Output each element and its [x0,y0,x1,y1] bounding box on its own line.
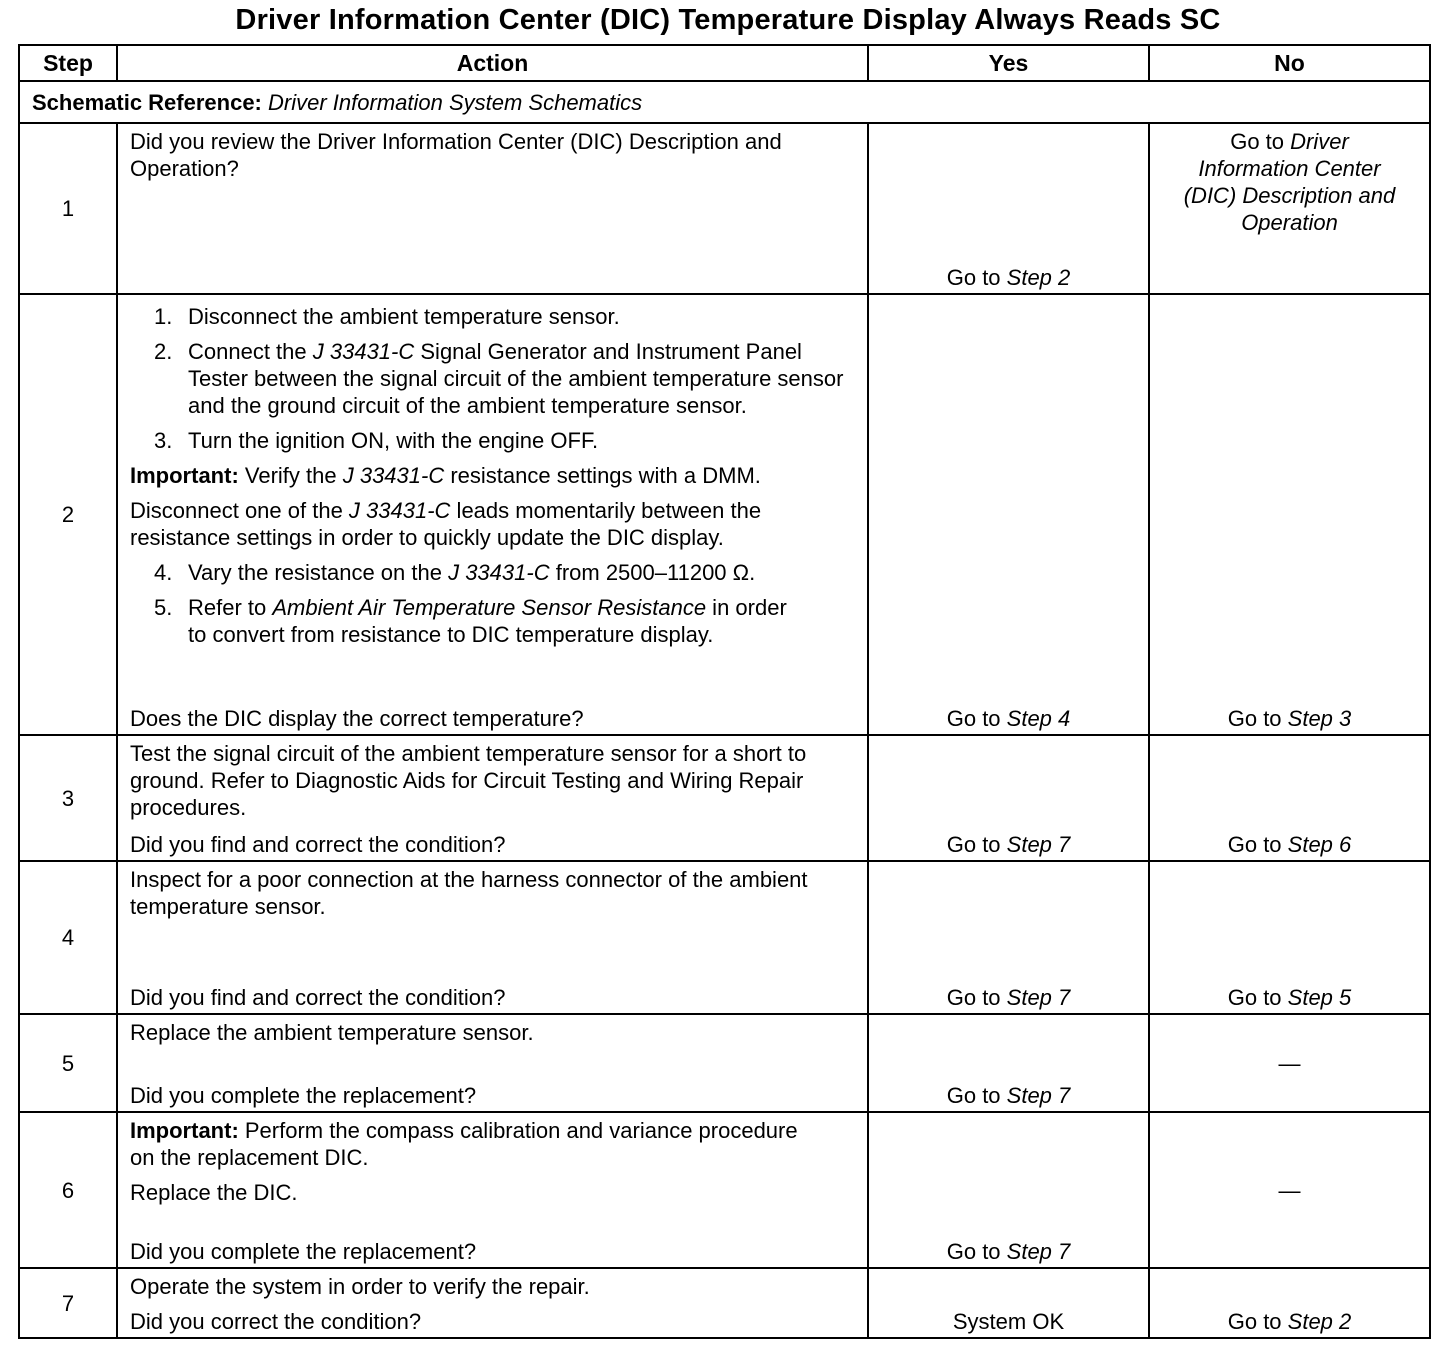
table-row-step-2 [19,294,1430,735]
step-link[interactable]: Step 6 [1287,832,1352,857]
step-link[interactable]: Step 7 [1006,1239,1071,1264]
header-row [19,45,1430,81]
yes-cell: Go to Step 7 [868,861,1149,1014]
no-cell: Go to Step 2 [1149,1268,1430,1338]
step-number: 3 [19,735,117,861]
step-link[interactable]: Step 7 [1006,832,1071,857]
step-link[interactable]: Step 7 [1006,1083,1071,1108]
question-text: Did you complete the replacement? [130,1083,477,1108]
header-no: No [1149,45,1430,81]
action-text: Replace the DIC. [130,1180,298,1205]
yes-cell: Go to Step 4 [868,294,1149,735]
table-row-step-6 [19,1112,1430,1268]
schematic-reference-label: Schematic Reference: [32,89,262,115]
schematic-reference-row [19,81,1430,123]
resistance-table-link[interactable]: Ambient Air Temperature Sensor Resistance [272,595,707,620]
action-cell [117,735,868,861]
action-cell [117,294,868,735]
header-action: Action [117,45,868,81]
no-cell: — [1149,1112,1430,1268]
system-ok-text: System OK [952,1309,1065,1334]
no-cell: Go to Step 6 [1149,735,1430,861]
table-row-step-3 [19,735,1430,861]
action-cell [117,1268,868,1338]
step-number: 7 [19,1268,117,1338]
step-link[interactable]: Step 2 [1006,265,1071,290]
question-text: Did you find and correct the condition? [130,832,506,857]
table-row-step-4 [19,861,1430,1014]
action-cell [117,1014,868,1112]
step-number: 5 [19,1014,117,1112]
step-number: 2 [19,294,117,735]
yes-cell: Go to Step 7 [868,1014,1149,1112]
schematic-reference-link[interactable]: Driver Information System Schematics [268,89,643,115]
no-cell: — [1149,1014,1430,1112]
important-note: Important: Verify the J 33431-C resistance settings with a DMM. [130,463,761,488]
yes-cell: Go to Step 7 [868,735,1149,861]
action-text: Test the signal circuit of the ambient temperature sensor for a short to ground. Refer to Diagnostic Aids for Circuit Testing and Wiring Repair procedures. [130,741,807,820]
header-step: Step [19,45,117,81]
no-cell: Go to Step 5 [1149,861,1430,1014]
step-number: 1 [19,123,117,294]
step-link[interactable]: Step 2 [1287,1309,1352,1334]
question-text: Did you complete the replacement? [130,1239,477,1264]
question-text: Did you correct the condition? [130,1309,422,1334]
table-row-step-1 [19,123,1430,294]
list-item: 4. Vary the resistance on the J 33431-C from 2500–11200 Ω. [154,560,756,585]
action-text: Operate the system in order to verify the repair. [130,1274,590,1299]
step-number: 4 [19,861,117,1014]
list-item: 5. Refer to Ambient Air Temperature Sensor Resistance in order to convert from resistance to DIC temperature display. [154,595,787,647]
action-text: Inspect for a poor connection at the harness connector of the ambient temperature sensor. [130,867,808,919]
description-link[interactable]: Driver Information Center (DIC) Description and Operation [1183,129,1396,235]
no-cell: Go to Driver Information Center (DIC) Description and Operation [1149,123,1430,294]
action-text: Did you review the Driver Information Center (DIC) Description and Operation? [130,129,782,181]
important-note: Important: Perform the compass calibration and variance procedure on the replacement DIC. [130,1118,798,1170]
schematic-reference [19,81,1430,123]
page-title: Driver Information Center (DIC) Temperature Display Always Reads SC [235,4,1221,36]
step-number: 6 [19,1112,117,1268]
yes-cell: Go to Step 7 [868,1112,1149,1268]
no-cell: Go to Step 3 [1149,294,1430,735]
list-item: 2. Connect the J 33431-C Signal Generator and Instrument Panel Tester between the signal circuit of the ambient temperature sensor and the ground circuit of the ambient temperature sensor. [154,339,844,418]
action-cell [117,1112,868,1268]
diagnostic-table [18,44,1431,1339]
table-row-step-7 [19,1268,1430,1338]
step-link[interactable]: Step 5 [1287,985,1352,1010]
step-link[interactable]: Step 3 [1287,706,1352,731]
action-cell [117,861,868,1014]
list-item: 1. Disconnect the ambient temperature sensor. [154,304,620,329]
question-text: Does the DIC display the correct temperature? [130,706,584,731]
yes-cell: Go to Step 2 [868,123,1149,294]
action-cell [117,123,868,294]
action-text: Replace the ambient temperature sensor. [130,1020,534,1045]
yes-cell [868,1268,1149,1338]
table-row-step-5 [19,1014,1430,1112]
step-link[interactable]: Step 4 [1006,706,1071,731]
header-yes: Yes [868,45,1149,81]
note-text: Disconnect one of the J 33431-C leads momentarily between the resistance settings in order to quickly update the DIC display. [130,498,762,550]
step-link[interactable]: Step 7 [1006,985,1071,1010]
list-item: 3. Turn the ignition ON, with the engine OFF. [154,428,599,453]
question-text: Did you find and correct the condition? [130,985,506,1010]
